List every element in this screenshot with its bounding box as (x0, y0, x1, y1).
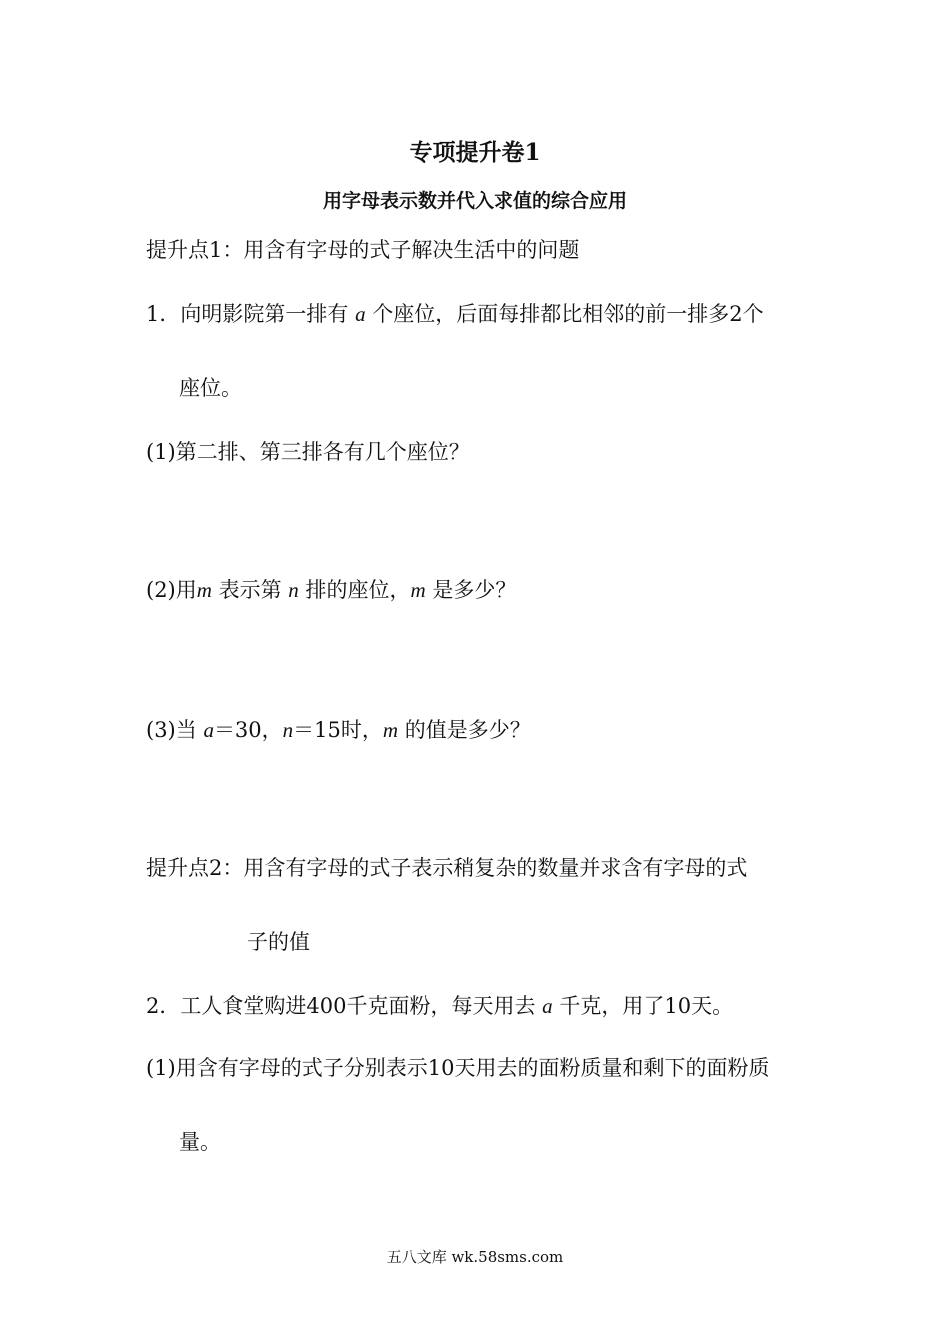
section2-heading-continuation: 子的值 (247, 930, 310, 954)
part-2-text-a: (2)用 (146, 578, 197, 602)
part-2-text-b: 表示第 (218, 578, 282, 602)
page-footer: 五八文库 wk.58sms.com (386, 1248, 564, 1266)
page-subtitle: 用字母表示数并代入求值的综合应用 (322, 190, 627, 212)
question-1-part-1: (1)第二排、第三排各有几个座位？ (146, 440, 470, 464)
part-3-text-a: (3)当 (146, 718, 197, 742)
variable-n: n (288, 578, 299, 602)
variable-a: a (542, 994, 553, 1018)
section2-heading: 提升点2：用含有字母的式子表示稍复杂的数量并求含有字母的式 (146, 856, 748, 880)
part-3-text-d: 的值是多少？ (404, 718, 531, 742)
question-1-continuation: 座位。 (179, 376, 242, 400)
variable-m: m (382, 718, 399, 742)
question-2-text-a: 工人食堂购进400千克面粉，每天用去 (180, 994, 536, 1018)
question-1-number: 1． (146, 302, 181, 326)
question-1-text-a: 向明影院第一排有 (180, 302, 349, 326)
question-2-part-1: (1)用含有字母的式子分别表示10天用去的面粉质量和剩下的面粉质 (146, 1056, 770, 1080)
question-1 (146, 300, 764, 328)
variable-m: m (410, 578, 426, 602)
question-2-number: 2． (146, 994, 181, 1018)
question-1-part-2 (146, 576, 516, 604)
variable-a: a (355, 302, 366, 326)
question-1-text-b: 个座位，后面每排都比相邻的前一排多2个 (372, 302, 764, 326)
part-2-text-d: 是多少？ (432, 578, 517, 602)
variable-m: m (196, 578, 212, 602)
question-2-part-1-continuation: 量。 (179, 1130, 221, 1154)
variable-n: n (282, 718, 294, 742)
question-1-part-3 (146, 716, 531, 744)
part-3-text-c: ＝15时， (293, 718, 383, 742)
page-title: 专项提升卷1 (409, 139, 541, 166)
variable-a: a (203, 718, 214, 742)
section1-heading: 提升点1：用含有字母的式子解决生活中的问题 (146, 238, 580, 262)
part-2-text-c: 排的座位， (305, 578, 411, 602)
question-2 (146, 992, 733, 1020)
question-2-text-b: 千克，用了10天。 (559, 994, 734, 1018)
part-3-text-b: ＝30， (213, 718, 283, 742)
